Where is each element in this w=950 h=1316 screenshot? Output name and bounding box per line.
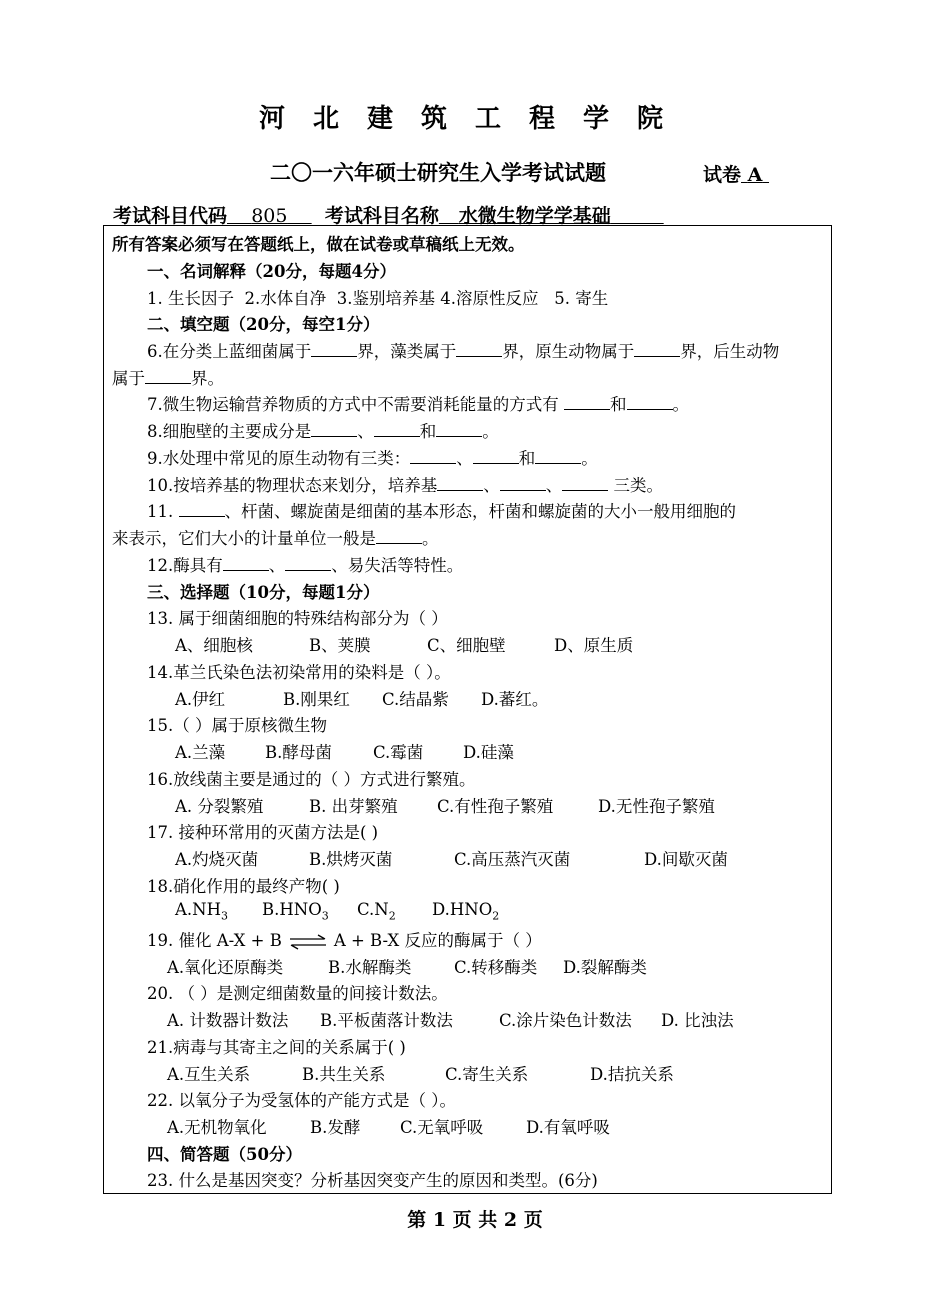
paper-code-value: A	[747, 164, 763, 186]
question-12	[147, 552, 463, 576]
q18-option-d	[432, 900, 499, 922]
q22-option-b: B.发酵	[310, 1118, 361, 1137]
question-9	[147, 445, 598, 469]
q10-blank-1	[437, 476, 483, 491]
q22-option-c: C.无氧呼吸	[400, 1118, 484, 1137]
q7-blank-1	[564, 395, 610, 410]
q18-a-text: A.NH	[175, 900, 221, 919]
question-6-line-2	[112, 365, 224, 389]
question-11-line-1	[147, 498, 736, 522]
term-2: 2.水体自净	[244, 289, 327, 308]
q11-blank-2	[376, 529, 422, 544]
subject-code-label: 考试科目代码	[113, 205, 228, 227]
q18-option-a	[175, 900, 228, 922]
question-15: 15.（ ）属于原核微生物	[147, 716, 327, 735]
section-2-title: 二、填空题（20分，每空1分）	[147, 315, 380, 334]
q6-blank-1	[311, 342, 357, 357]
q8-text-b: 、	[357, 422, 374, 441]
q18-d-sub: 2	[492, 909, 500, 923]
q6-text-b: 界，藻类属于	[357, 342, 457, 361]
question-17: 17. 接种环常用的灭菌方法是( )	[147, 823, 379, 842]
q9-blank-2	[473, 449, 519, 464]
q14-option-c: C.结晶紫	[382, 690, 449, 709]
q20-option-d: D. 比浊法	[661, 1011, 734, 1030]
q9-text-c: 和	[518, 449, 536, 468]
paper-code	[741, 164, 769, 186]
q8-blank-3	[436, 422, 482, 437]
section-1-terms	[147, 285, 608, 309]
q7-text-b: 和	[610, 395, 627, 414]
q21-option-b: B.共生关系	[302, 1065, 386, 1084]
term-4: 4.溶原性反应	[440, 289, 539, 308]
q14-option-a: A.伊红	[175, 690, 226, 709]
q13-option-c: C、细胞壁	[427, 636, 506, 655]
q8-text-d: 。	[482, 422, 499, 441]
q14-option-d: D.蕃红。	[481, 690, 549, 709]
q18-c-sub: 2	[388, 909, 396, 923]
question-13: 13. 属于细菌细胞的特殊结构部分为（ ）	[147, 609, 448, 628]
q8-blank-2	[374, 422, 420, 437]
q15-option-c: C.霉菌	[373, 743, 424, 762]
q19-option-d: D.裂解酶类	[563, 958, 647, 977]
q13-option-b: B、荚膜	[309, 636, 371, 655]
question-10	[147, 472, 663, 496]
question-21: 21.病毒与其寄主之间的关系属于( )	[147, 1038, 406, 1057]
paper-label	[703, 160, 769, 187]
q11-text-b: 、杆菌、螺旋菌是细菌的基本形态，杆菌和螺旋菌的大小一般用细胞的	[224, 502, 736, 521]
q8-blank-1	[311, 422, 357, 437]
paper-label-text: 试卷	[703, 164, 742, 186]
q19-option-b: B.水解酶类	[328, 958, 412, 977]
q19-option-a: A.氧化还原酶类	[167, 958, 284, 977]
q16-option-a: A. 分裂繁殖	[175, 797, 264, 816]
q13-option-a: A、细胞核	[175, 636, 253, 655]
q6-blank-3	[634, 342, 680, 357]
q9-text-b: 、	[456, 449, 473, 468]
q10-text-b: 、	[483, 476, 500, 495]
q6-text-f: 界。	[191, 369, 224, 388]
school-name: 河北建筑工程学院	[258, 104, 691, 134]
reversible-arrows-icon	[288, 934, 328, 950]
section-1-title: 一、名词解释（20分，每题4分）	[147, 262, 396, 281]
subject-info	[113, 201, 664, 228]
subject-name-label: 考试科目名称	[324, 205, 439, 227]
q12-text-a: 12.酶具有	[147, 556, 223, 575]
q6-text-d: 界，后生动物	[680, 342, 780, 361]
q14-option-b: B.刚果红	[283, 690, 350, 709]
question-14: 14.革兰氏染色法初染常用的染料是（ ）。	[147, 663, 451, 682]
q16-option-d: D.无性孢子繁殖	[598, 797, 715, 816]
subject-name	[439, 205, 664, 227]
q18-b-text: B.HNO	[262, 900, 322, 919]
q6-blank-4	[145, 369, 191, 384]
subject-name-value: 水微生物学学基础	[458, 205, 611, 227]
question-7	[147, 391, 689, 415]
q6-blank-2	[456, 342, 502, 357]
q9-blank-3	[535, 449, 581, 464]
q16-option-c: C.有性孢子繁殖	[437, 797, 554, 816]
question-16: 16.放线菌主要是通过的（ ）方式进行繁殖。	[147, 770, 476, 789]
q21-option-a: A.互生关系	[167, 1065, 251, 1084]
subject-code-value: 805	[251, 205, 288, 227]
q7-blank-2	[627, 395, 673, 410]
term-1: 1. 生长因子	[147, 289, 234, 308]
q6-text-e: 属于	[112, 369, 145, 388]
section-4-title: 四、简答题（50分）	[147, 1145, 302, 1164]
question-11-line-2	[112, 525, 439, 549]
q16-option-b: B. 出芽繁殖	[309, 797, 398, 816]
notice: 所有答案必须写在答题纸上，做在试卷或草稿纸上无效。	[112, 235, 525, 254]
q15-option-d: D.硅藻	[463, 743, 514, 762]
question-20: 20. （ ）是测定细菌数量的间接计数法。	[147, 984, 448, 1003]
q12-text-c: 、易失活等特性。	[331, 556, 464, 575]
section-3-title: 三、选择题（10分，每题1分）	[147, 583, 380, 602]
q9-text-a: 9.水处理中常见的原生动物有三类：	[147, 449, 411, 468]
q18-d-text: D.HNO	[432, 900, 493, 919]
q21-option-c: C.寄生关系	[445, 1065, 529, 1084]
q21-option-d: D.拮抗关系	[590, 1065, 674, 1084]
q12-text-b: 、	[268, 556, 286, 575]
subject-code	[227, 205, 312, 227]
q17-option-b: B.烘烤灭菌	[309, 850, 393, 869]
q10-blank-3	[562, 476, 608, 491]
q22-option-d: D.有氧呼吸	[526, 1118, 610, 1137]
exam-title: 二〇一六年硕士研究生入学考试试题	[270, 160, 606, 185]
q18-option-c	[357, 900, 396, 922]
q20-option-c: C.涂片染色计数法	[499, 1011, 632, 1030]
q17-option-d: D.间歇灭菌	[644, 850, 728, 869]
question-6-line-1	[147, 338, 779, 362]
q18-c-text: C.N	[357, 900, 389, 919]
q10-text-c: 、	[545, 476, 563, 495]
q18-option-b	[262, 900, 329, 922]
question-8	[147, 418, 499, 442]
q8-text-a: 8.细胞壁的主要成分是	[147, 422, 312, 441]
q7-text-c: 。	[672, 395, 689, 414]
q19-option-c: C.转移酶类	[454, 958, 538, 977]
q11-text-a: 11.	[147, 502, 174, 521]
q7-text-a: 7.微生物运输营养物质的方式中不需要消耗能量的方式有	[147, 395, 559, 414]
term-3: 3.鉴别培养基	[336, 289, 435, 308]
q15-option-b: B.酵母菌	[265, 743, 332, 762]
question-22: 22. 以氧分子为受氢体的产能方式是（ ）。	[147, 1091, 456, 1110]
q13-option-d: D、原生质	[554, 636, 634, 655]
q10-text-d: 三类。	[613, 476, 663, 495]
q9-text-d: 。	[581, 449, 598, 468]
q12-blank-2	[285, 556, 331, 571]
q11-text-c: 来表示，它们大小的计量单位一般是	[112, 529, 376, 548]
page-footer: 第 1 页 共 2 页	[407, 1209, 543, 1231]
question-18: 18.硝化作用的最终产物( )	[147, 877, 340, 896]
q18-b-sub: 3	[321, 909, 329, 923]
q11-text-d: 。	[422, 529, 439, 548]
question-23: 23. 什么是基因突变？分析基因突变产生的原因和类型。(6分)	[147, 1171, 598, 1190]
q19-text-b: A + B-X 反应的酶属于（ ）	[333, 931, 542, 950]
q6-text-c: 界，原生动物属于	[502, 342, 635, 361]
q12-blank-1	[223, 556, 269, 571]
q9-blank-1	[410, 449, 456, 464]
q20-option-b: B.平板菌落计数法	[320, 1011, 453, 1030]
q19-text-a: 19. 催化 A-X + B	[147, 931, 282, 950]
q22-option-a: A.无机物氧化	[167, 1118, 267, 1137]
term-5: 5. 寄生	[554, 289, 609, 308]
q8-text-c: 和	[419, 422, 437, 441]
q6-text-a: 6.在分类上蓝细菌属于	[147, 342, 312, 361]
q11-blank-1	[179, 502, 225, 517]
q18-a-sub: 3	[221, 909, 228, 923]
question-19	[147, 927, 542, 951]
q10-blank-2	[500, 476, 546, 491]
q15-option-a: A.兰藻	[175, 743, 226, 762]
q20-option-a: A. 计数器计数法	[167, 1011, 289, 1030]
q17-option-c: C.高压蒸汽灭菌	[454, 850, 571, 869]
q10-text-a: 10.按培养基的物理状态来划分，培养基	[147, 476, 438, 495]
q17-option-a: A.灼烧灭菌	[175, 850, 259, 869]
